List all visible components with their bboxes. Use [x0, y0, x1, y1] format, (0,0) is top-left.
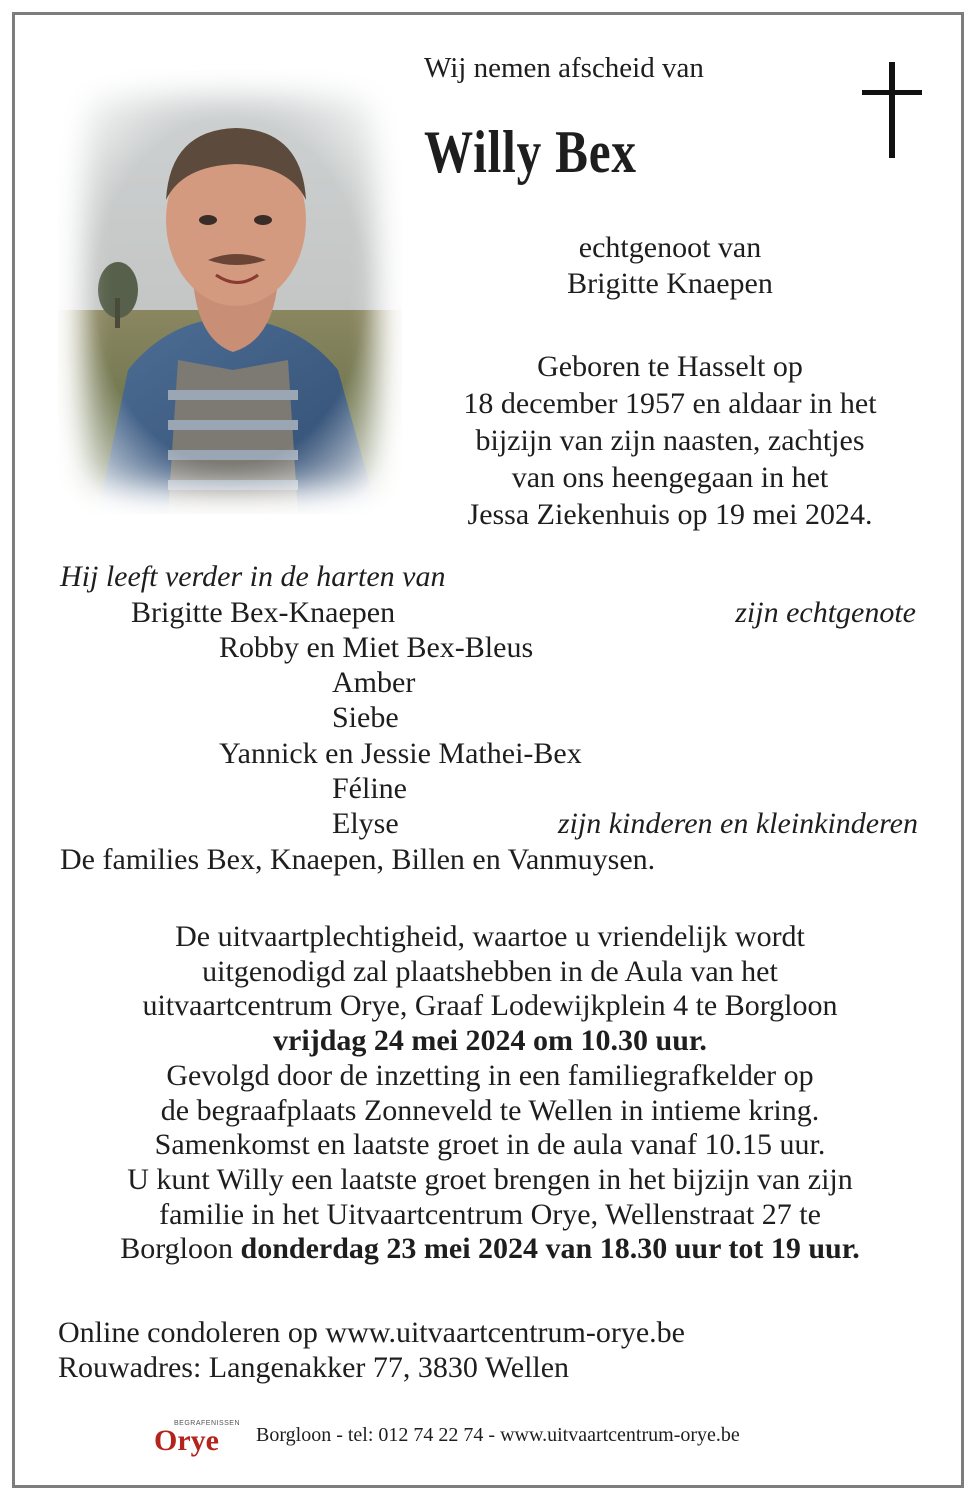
birth-line: Geboren te Hasselt op	[537, 350, 803, 383]
deceased-name: Willy Bex	[424, 119, 637, 185]
birth-death-block	[420, 348, 920, 533]
cross-icon	[862, 62, 922, 162]
mourner-families: De families Bex, Knaepen, Billen en Vanmuysen.	[60, 843, 656, 876]
mourner-grandchild: Amber	[332, 666, 416, 699]
ceremony-block	[40, 920, 940, 1267]
mourner-spouse-role: zijn echtgenote	[735, 596, 916, 629]
online-condolences: Online condoleren op www.uitvaartcentrum-orye.be	[58, 1316, 685, 1349]
spouse-line-2: Brigitte Knaepen	[567, 267, 773, 300]
orye-logo: BEGRAFENISSEN Orye	[154, 1420, 241, 1457]
mourner-child: Robby en Miet Bex-Bleus	[219, 631, 534, 664]
ceremony-line: de begraafplaats Zonneveld te Wellen in intieme kring.	[160, 1093, 820, 1127]
mourner-child: Yannick en Jessie Mathei-Bex	[219, 737, 582, 770]
footer-contact: Borgloon - tel: 012 74 22 74 - www.uitvaartcentrum-orye.be	[256, 1424, 740, 1446]
photo-vignette	[58, 70, 402, 514]
birth-line: 18 december 1957 en aldaar in het	[463, 387, 877, 420]
ceremony-line: De uitvaartplechtigheid, waartoe u vriendelijk wordt	[175, 920, 805, 953]
spouse-line-1: echtgenoot van	[578, 231, 762, 264]
spouse-block	[420, 230, 920, 302]
birth-line: van ons heengegaan in het	[511, 461, 829, 494]
mourner-grandchild: Elyse	[332, 807, 399, 840]
ceremony-line: U kunt Willy een laatste groet brengen in het bijzijn van zijn	[127, 1162, 853, 1196]
mourner-children-role: zijn kinderen en kleinkinderen	[557, 807, 918, 840]
birth-line: bijzijn van zijn naasten, zachtjes	[475, 424, 865, 457]
ceremony-line: uitvaartcentrum Orye, Graaf Lodewijkplein 4 te Borgloon	[142, 989, 838, 1023]
mourner-spouse: Brigitte Bex-Knaepen	[131, 596, 396, 629]
mourning-address: Rouwadres: Langenakker 77, 3830 Wellen	[58, 1351, 570, 1384]
portrait-photo	[58, 70, 402, 514]
ceremony-line: Samenkomst en laatste groet in de aula vanaf 10.15 uur.	[154, 1128, 826, 1162]
ceremony-line: Gevolgd door de inzetting in een familiegrafkelder op	[166, 1058, 814, 1092]
ceremony-line: familie in het Uitvaartcentrum Orye, Wellenstraat 27 te	[159, 1197, 821, 1231]
mourners-heading: Hij leeft verder in de harten van	[60, 560, 446, 593]
mourner-grandchild: Siebe	[332, 701, 399, 734]
mourner-grandchild: Féline	[332, 772, 407, 805]
ceremony-line: uitgenodigd zal plaatshebben in de Aula van het	[202, 954, 778, 988]
ceremony-date: vrijdag 24 mei 2024 om 10.30 uur.	[273, 1024, 707, 1058]
birth-line: Jessa Ziekenhuis op 19 mei 2024.	[467, 498, 873, 531]
visitation-line: Borgloon donderdag 23 mei 2024 van 18.30 uur tot 19 uur.	[120, 1232, 860, 1266]
intro-text: Wij nemen afscheid van	[424, 52, 704, 84]
